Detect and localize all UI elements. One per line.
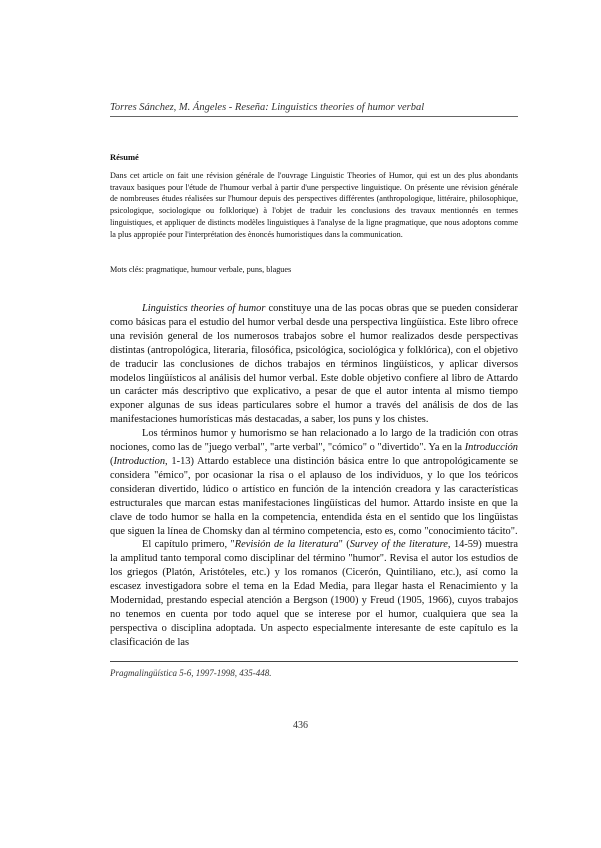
page-number: 436 (293, 720, 308, 731)
paragraph-3: El capítulo primero, "Revisión de la literatura" (Survey of the literature, 14-59) muestra la amplitud tanto temporal como disciplinar del término "humor". Revisa el autor los estudios de los griegos (Platón, Aristóteles, etc.) y los romanos (Cicerón, Quintiliano, etc.), así como la escasez investigadora sobre el tema en la Edad Media, para llegar hasta el Renacimiento y la Modernidad, prestando especial atención a Bergson (1900) y Freud (1905, 1966), cuyos trabajos no tenemos en cuenta por todo aquel que se interese por el humor, cualquiera que sea la perspectiva o disciplina adoptada. Un aspecto especialmente interesante de este capítulo es la clasificación de las (110, 539, 518, 648)
footer-citation: Pragmalingüística 5-6, 1997-1998, 435-448. (110, 668, 272, 678)
main-text (110, 302, 518, 650)
resume-abstract: Dans cet article on fait une révision générale de l'ouvrage Linguistic Theories of Humor, qui est un des plus abondants travaux basiques pour l'étude de l'humour verbal à partir d'une perspective linguistique. On présente une révision générale de nombreuses études réalisées sur l'humour depuis des perspectives différentes (anthropologique, littéraire, philosophique, psicologique, sociologique ou folklorique) à l'objet de traduir les conclusions des travaux mentionnés en termes linguistiques, et appliquer de distincts modèles linguistiques à l'analyse de la ligne pragmatique, que nous adoptons comme la plus appropiée pour l'interprétation des ènoncés humoristiques dans la communication. (110, 171, 518, 239)
running-header: Torres Sánchez, M. Ángeles - Reseña: Linguistics theories of humor verbal (110, 102, 518, 117)
keywords: Mots clés: pragmatique, humour verbale, puns, blagues (110, 265, 292, 274)
paragraph-2: Los términos humor y humorismo se han relacionado a lo largo de la tradición con otras nociones, como las de "juego verbal", "arte verbal", "cómico" o "divertido". Ya en la Introducción (Introduction, 1-13) Attardo establece una distinción básica entre lo que antropológicamente se considera "émico", por ocasionar la risa o el aplauso de los individuos, y lo que los teóricos consideran divertido, lúdico o artístico en función de la intención creadora y las características estructurales que marcan estas manifestaciones lingüísticas del humor. Attardo insiste en que la clave de todo humor se halla en la competencia, entendida ésta en el sentido que los lingüistas que siguen la línea de Chomsky dan al término competencia, esto es, como "conocimiento tácito". (110, 428, 518, 537)
footer-rule (110, 661, 518, 662)
book-title: Linguistics theories of humor (142, 303, 266, 314)
resume-heading: Résumé (110, 152, 139, 162)
paragraph-1: Linguistics theories of humor constituye una de las pocas obras que se pueden considerar como básicas para el estudio del humor verbal desde una perspectiva lingüística. Este libro ofrece una revisión general de los numerosos trabajos sobre el humor realizados desde perspectivas distintas (antropológica, literaria, filosófica, psicológica, sociológica y folklórica), con el objetivo de traducir las conclusiones de dichos trabajos en términos lingüísticos, y aplicar diversos modelos lingüísticos al análisis del humor verbal. Este doble objetivo confiere al libro de Attardo un carácter más descriptivo que explicativo, a pesar de que el autor intenta al mismo tiempo exponer algunas de sus ideas particulares sobre el humor a través del análisis de dos de las manifestaciones humorísticas más destacadas, a saber, los puns y los chistes. (110, 303, 518, 426)
